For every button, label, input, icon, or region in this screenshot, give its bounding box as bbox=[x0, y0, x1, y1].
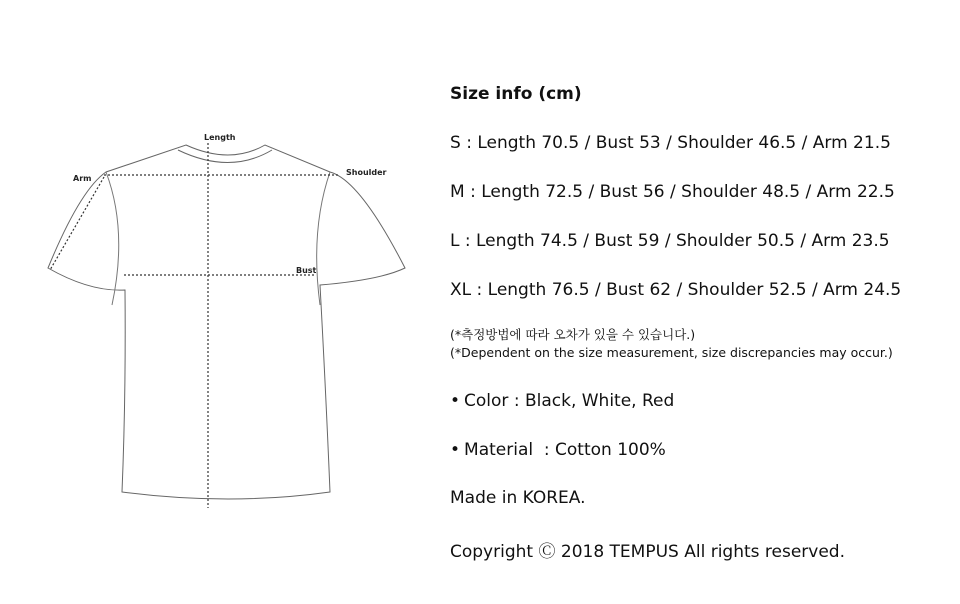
collar-line bbox=[178, 150, 272, 163]
length-label: Length bbox=[204, 133, 236, 142]
size-row-l: L : Length 74.5 / Bust 59 / Shoulder 50.5 / Arm 23.5 bbox=[450, 231, 890, 251]
bullet-icon: • bbox=[450, 440, 461, 460]
size-row-xl: XL : Length 76.5 / Bust 62 / Shoulder 52.5 / Arm 24.5 bbox=[450, 280, 902, 300]
note-korean: (*측정방법에 따라 오차가 있을 수 있습니다.) bbox=[450, 327, 696, 342]
material-text: Material : Cotton 100% bbox=[464, 440, 666, 460]
color-line bbox=[450, 391, 674, 411]
arm-measure-line bbox=[50, 177, 104, 270]
copyright-line: Copyright Ⓒ 2018 TEMPUS All rights reserved. bbox=[450, 542, 846, 562]
shoulder-label: Shoulder bbox=[346, 168, 387, 177]
bust-label: Bust bbox=[296, 266, 317, 275]
size-info-title: Size info (cm) bbox=[450, 84, 582, 104]
size-row-m: M : Length 72.5 / Bust 56 / Shoulder 48.5 / Arm 22.5 bbox=[450, 182, 895, 202]
size-row-s: S : Length 70.5 / Bust 53 / Shoulder 46.5 / Arm 21.5 bbox=[450, 133, 891, 153]
color-text: Color : Black, White, Red bbox=[464, 391, 675, 411]
note-english: (*Dependent on the size measurement, size discrepancies may occur.) bbox=[450, 345, 893, 360]
tshirt-size-diagram bbox=[0, 0, 440, 604]
arm-label: Arm bbox=[73, 174, 92, 183]
tshirt-outline bbox=[48, 145, 405, 499]
material-line bbox=[450, 440, 666, 460]
made-in-line: Made in KOREA. bbox=[450, 488, 586, 508]
bullet-icon: • bbox=[450, 391, 461, 411]
left-sleeve-seam bbox=[106, 172, 119, 305]
